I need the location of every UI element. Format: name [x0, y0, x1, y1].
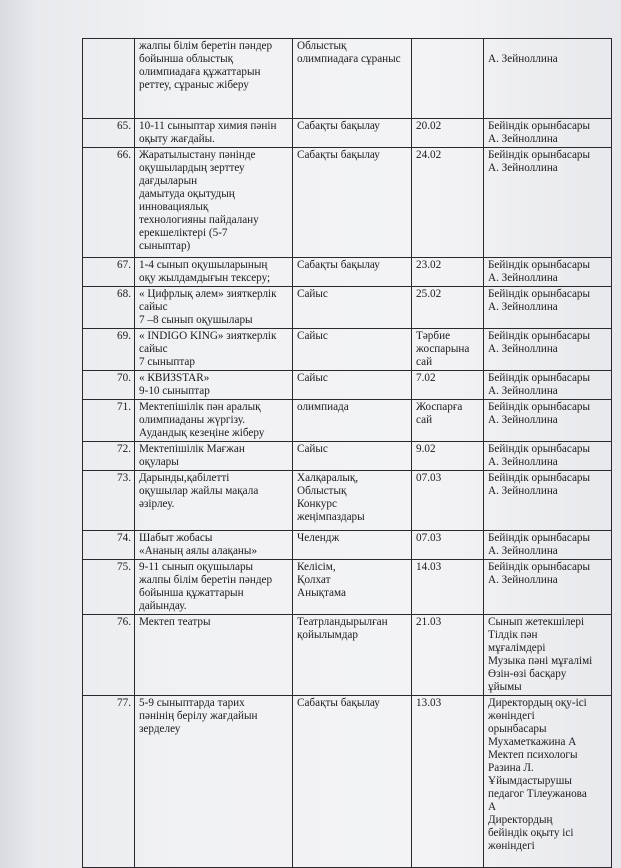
event-cell [135, 560, 293, 615]
date-cell-line: 9.02 [416, 443, 436, 455]
event-cell [135, 442, 293, 471]
date-cell [412, 39, 484, 119]
responsible-cell-line: Директордың [488, 814, 553, 826]
event-cell-line: пәнінің берілу жағдайын [139, 710, 258, 722]
form-cell-line: Сайыс [297, 443, 328, 455]
event-cell-line: оқу жылдамдығын тексеру; [139, 272, 271, 284]
date-cell [412, 329, 484, 371]
form-cell-line: олимпиадаға сұраныс [297, 53, 401, 65]
row-number: 76. [83, 615, 135, 696]
event-cell-line: 7 –8 сынып оқушылары [139, 314, 253, 326]
form-cell-line: Облыстық [297, 40, 347, 52]
event-cell-line: Дарынды,қабілетті [139, 472, 230, 484]
form-cell-line: Сабақты бақылау [297, 120, 380, 132]
table-row [83, 287, 612, 329]
event-cell-line: Мектеп театры [139, 616, 211, 628]
date-cell-line: Тәрбие [416, 330, 451, 342]
form-cell-line: Сабақты бақылау [297, 697, 380, 709]
responsible-cell [484, 696, 612, 868]
form-cell-line: жеңімпаздары [297, 511, 365, 523]
responsible-cell-line: бейіндік оқыту ісі [488, 827, 574, 839]
event-cell-line: бойынша құжаттарын [139, 587, 244, 599]
event-cell [135, 148, 293, 258]
date-cell [412, 442, 484, 471]
event-cell [135, 119, 293, 148]
event-cell-line: Шабыт жобасы [139, 532, 213, 544]
event-cell-line: « Цифрлық әлем» зияткерлік [139, 288, 277, 300]
form-cell-line: Сайыс [297, 288, 328, 300]
event-cell-line: дайындау. [139, 600, 187, 612]
event-cell-line: сайыс [139, 301, 168, 313]
form-cell-line: Келісім, [297, 561, 336, 573]
date-cell-line: 13.03 [416, 697, 442, 709]
table-row [83, 696, 612, 868]
form-cell-line: қойылымдар [297, 629, 358, 641]
form-cell [293, 39, 412, 119]
form-cell [293, 287, 412, 329]
row-number [83, 39, 135, 119]
row-number: 68. [83, 287, 135, 329]
event-cell-line: зерделеу [139, 723, 181, 735]
event-cell-line: жалпы білім беретін пәндер [139, 40, 273, 52]
responsible-cell-line: Бейіндік орынбасары [488, 561, 591, 573]
event-cell [135, 258, 293, 287]
form-cell-line: Конкурс [297, 498, 337, 510]
event-cell-line: әзірлеу. [139, 498, 175, 510]
responsible-cell-line: Бейіндік орынбасары [488, 288, 591, 300]
event-cell-line: сайыс [139, 343, 168, 355]
responsible-cell-line: А. Зейноллина [488, 53, 558, 65]
responsible-cell [484, 148, 612, 258]
table-row [83, 148, 612, 258]
date-cell-line: 20.02 [416, 120, 442, 132]
row-number: 71. [83, 400, 135, 442]
date-cell [412, 531, 484, 560]
date-cell-line: 07.03 [416, 532, 442, 544]
form-cell-line: олимпиада [297, 401, 349, 413]
form-cell-line: Сабақты бақылау [297, 259, 380, 271]
responsible-cell-line: ұйымы [488, 681, 522, 693]
date-cell-line: жоспарына [416, 343, 470, 355]
event-cell-line: Жаратылыстану пәнінде [139, 149, 256, 161]
date-cell-line: 23.02 [416, 259, 442, 271]
event-cell-line: « КВИЗSTAR» [139, 372, 210, 384]
table-row [83, 39, 612, 119]
form-cell [293, 119, 412, 148]
form-cell-line: Халқаралық, [297, 472, 359, 484]
row-number: 69. [83, 329, 135, 371]
date-cell [412, 258, 484, 287]
event-cell [135, 696, 293, 868]
responsible-cell-line: Разина Л. [488, 762, 534, 774]
date-cell-line: 14.03 [416, 561, 442, 573]
table-row [83, 371, 612, 400]
responsible-cell [484, 531, 612, 560]
responsible-cell-line: жөніндегі [488, 710, 535, 722]
form-cell-line: Сайыс [297, 330, 328, 342]
event-cell-line: дағдыларын [139, 175, 198, 187]
responsible-cell-line: А. Зейноллина [488, 272, 558, 284]
event-cell-line: олимпиадаға құжаттарын [139, 66, 261, 78]
responsible-cell-line: А [488, 801, 497, 813]
table-row [83, 329, 612, 371]
date-cell [412, 471, 484, 531]
date-cell [412, 560, 484, 615]
event-cell [135, 531, 293, 560]
date-cell-line: 07.03 [416, 472, 442, 484]
responsible-cell-line: Тілдік пән [488, 629, 538, 641]
form-cell [293, 258, 412, 287]
event-cell-line: бойынша облыстық [139, 53, 234, 65]
row-number: 65. [83, 119, 135, 148]
responsible-cell-line: Бейіндік орынбасары [488, 330, 591, 342]
date-cell [412, 148, 484, 258]
event-cell [135, 329, 293, 371]
responsible-cell-line: педагог Тілеужанова [488, 788, 587, 800]
row-number: 72. [83, 442, 135, 471]
responsible-cell-line: Ұйымдастырушы [488, 775, 572, 787]
date-cell [412, 400, 484, 442]
row-number: 66. [83, 148, 135, 258]
event-cell-line: 9-11 сынып оқушылары [139, 561, 254, 573]
date-cell-line: 24.02 [416, 149, 442, 161]
event-plan-table [82, 38, 612, 868]
event-cell-line: жалпы білім беретін пәндер [139, 574, 273, 586]
table-row [83, 442, 612, 471]
responsible-cell-line: Директордың оқу-ісі [488, 697, 587, 709]
responsible-cell-line: А. Зейноллина [488, 133, 558, 145]
responsible-cell [484, 39, 612, 119]
responsible-cell-line: А. Зейноллина [488, 414, 558, 426]
responsible-cell [484, 400, 612, 442]
responsible-cell-line: Мектеп психологы [488, 749, 578, 761]
event-cell-line: оқулары [139, 456, 179, 468]
row-number: 74. [83, 531, 135, 560]
event-cell-line: Аудандық кезеңіне жіберу [139, 427, 265, 439]
form-cell [293, 148, 412, 258]
form-cell [293, 329, 412, 371]
responsible-cell-line: А. Зейноллина [488, 574, 558, 586]
event-cell-line: оқыту жағдайы. [139, 133, 215, 145]
event-cell-line: «Ананың аялы алақаны» [139, 545, 258, 557]
event-cell-line: Мектепішілік Мағжан [139, 443, 245, 455]
event-cell-line: реттеу, сұраныс жіберу [139, 79, 249, 91]
form-cell-line: Сайыс [297, 372, 328, 384]
table-row [83, 119, 612, 148]
form-cell-line: Облыстық [297, 485, 347, 497]
date-cell-line: 7.02 [416, 372, 436, 384]
date-cell [412, 119, 484, 148]
form-cell-line: Челендж [297, 532, 340, 544]
date-cell [412, 615, 484, 696]
responsible-cell [484, 119, 612, 148]
responsible-cell-line: Бейіндік орынбасары [488, 532, 591, 544]
responsible-cell [484, 258, 612, 287]
responsible-cell-line: А. Зейноллина [488, 162, 558, 174]
event-cell-line: оқушылар жайлы мақала [139, 485, 259, 497]
form-cell [293, 696, 412, 868]
form-cell [293, 400, 412, 442]
event-cell-line: олимпиаданы жүргізу. [139, 414, 246, 426]
event-cell-line: сыныптар) [139, 240, 191, 252]
event-cell-line: дамытуда оқытудың [139, 188, 235, 200]
event-cell-line: 10-11 сыныптар химия пәнін [139, 120, 277, 132]
event-cell [135, 471, 293, 531]
event-cell-line: Мектепішілік пән аралық [139, 401, 261, 413]
event-cell [135, 615, 293, 696]
form-cell-line: Сабақты бақылау [297, 149, 380, 161]
responsible-cell-line: А. Зейноллина [488, 385, 558, 397]
responsible-cell-line: Өзін-өзі басқару [488, 668, 567, 680]
event-cell [135, 287, 293, 329]
responsible-cell [484, 371, 612, 400]
event-cell-line: 5-9 сыныптарда тарих [139, 697, 245, 709]
form-cell-line: Театрландырылған [297, 616, 388, 628]
responsible-cell [484, 329, 612, 371]
responsible-cell-line: Мухаметкажина А [488, 736, 577, 748]
date-cell-line [416, 40, 480, 53]
event-cell-line: технологияны пайдалану [139, 214, 259, 226]
responsible-cell-line: Бейіндік орынбасары [488, 401, 591, 413]
responsible-cell [484, 560, 612, 615]
table-row [83, 531, 612, 560]
responsible-cell-line: мұғалімдері [488, 642, 546, 654]
responsible-cell-line: Бейіндік орынбасары [488, 443, 591, 455]
event-cell-line: 1-4 сынып оқушыларының [139, 259, 268, 271]
table-row [83, 560, 612, 615]
row-number: 75. [83, 560, 135, 615]
form-cell [293, 615, 412, 696]
form-cell [293, 531, 412, 560]
responsible-cell-line: Бейіндік орынбасары [488, 120, 591, 132]
table-row [83, 258, 612, 287]
event-cell [135, 371, 293, 400]
row-number: 70. [83, 371, 135, 400]
row-number: 77. [83, 696, 135, 868]
responsible-cell-line: Бейіндік орынбасары [488, 472, 591, 484]
responsible-cell [484, 471, 612, 531]
responsible-cell-line: А. Зейноллина [488, 456, 558, 468]
row-number: 67. [83, 258, 135, 287]
date-cell-line: сай [416, 356, 433, 368]
responsible-cell-line: орынбасары [488, 723, 547, 735]
responsible-cell-line: А. Зейноллина [488, 301, 558, 313]
date-cell [412, 287, 484, 329]
table-body [83, 39, 612, 868]
event-cell-line: 9-10 сыныптар [139, 385, 210, 397]
event-cell-line: оқушылардың зерттеу [139, 162, 245, 174]
form-cell [293, 560, 412, 615]
responsible-cell [484, 615, 612, 696]
responsible-cell-line: Сынып жетекшілері [488, 616, 585, 628]
table-row [83, 615, 612, 696]
date-cell-line: 21.03 [416, 616, 442, 628]
date-cell-line: 25.02 [416, 288, 442, 300]
form-cell [293, 442, 412, 471]
responsible-cell-line: Бейіндік орынбасары [488, 372, 591, 384]
responsible-cell-line: А. Зейноллина [488, 343, 558, 355]
table-row [83, 471, 612, 531]
date-cell [412, 371, 484, 400]
form-cell [293, 371, 412, 400]
form-cell [293, 471, 412, 531]
responsible-cell-line [488, 40, 608, 53]
responsible-cell-line: Бейіндік орынбасары [488, 149, 591, 161]
responsible-cell-line: Бейіндік орынбасары [488, 259, 591, 271]
responsible-cell-line: А. Зейноллина [488, 485, 558, 497]
event-cell [135, 400, 293, 442]
row-number: 73. [83, 471, 135, 531]
event-cell [135, 39, 293, 119]
date-cell-line: сай [416, 414, 433, 426]
event-cell-line: ерекшеліктері (5-7 [139, 227, 228, 239]
date-cell-line: Жоспарға [416, 401, 463, 413]
event-cell-line: 7 сыныптар [139, 356, 195, 368]
responsible-cell [484, 287, 612, 329]
event-cell-line: инновациялық [139, 201, 209, 213]
table-row [83, 400, 612, 442]
date-cell [412, 696, 484, 868]
responsible-cell-line: А. Зейноллина [488, 545, 558, 557]
responsible-cell-line: Музыка пәні мұғалімі [488, 655, 593, 667]
responsible-cell [484, 442, 612, 471]
form-cell-line: Қолхат [297, 574, 331, 586]
event-cell-line: « INDIGO KING» зияткерлік [139, 330, 277, 342]
responsible-cell-line: жөніндегі [488, 840, 535, 852]
form-cell-line: Анықтама [297, 587, 346, 599]
